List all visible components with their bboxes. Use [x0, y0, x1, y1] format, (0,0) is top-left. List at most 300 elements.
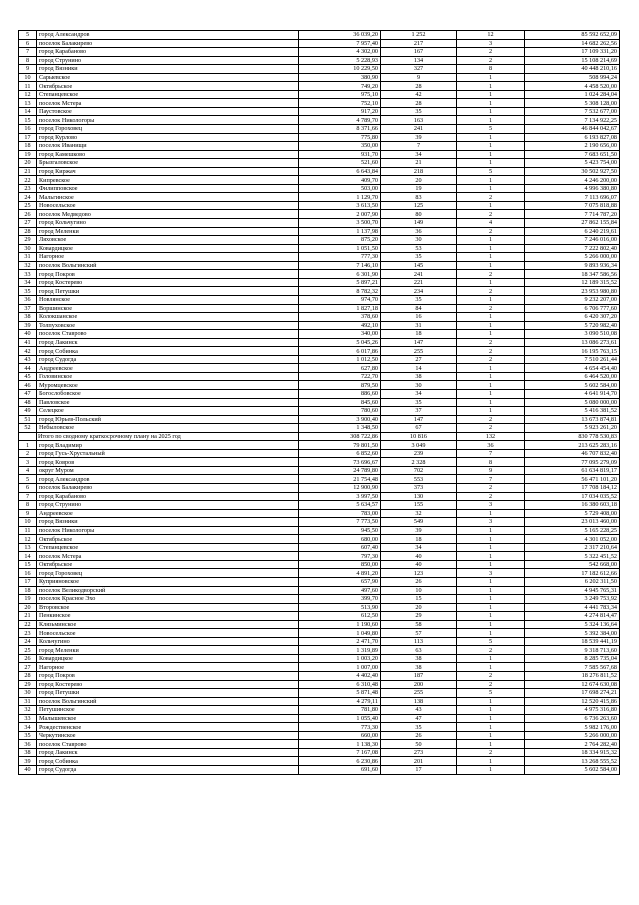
area-cell: 1 007,00: [299, 663, 381, 672]
sum-cell: 18 276 811,52: [525, 672, 620, 681]
name-cell: город Петушки: [37, 287, 299, 296]
people-cell: 35: [381, 723, 457, 732]
sum-cell: 5 602 584,00: [525, 766, 620, 775]
sum-cell: 12 189 315,52: [525, 278, 620, 287]
name-cell: город Петушки: [37, 689, 299, 698]
area-cell: 5 228,93: [299, 56, 381, 65]
people-cell: 1 252: [381, 31, 457, 40]
row-number-cell: 41: [19, 338, 37, 347]
table-row: [19, 543, 620, 552]
count-cell: 1: [457, 714, 525, 723]
sum-cell: 56 471 101,20: [525, 475, 620, 484]
count-cell: 2: [457, 483, 525, 492]
row-number-cell: 34: [19, 723, 37, 732]
name-cell: поселок Мстера: [37, 99, 299, 108]
name-cell: Мальгинское: [37, 193, 299, 202]
row-number-cell: 18: [19, 142, 37, 151]
sum-cell: 1 024 284,04: [525, 90, 620, 99]
people-cell: 145: [381, 261, 457, 270]
table-row: [19, 697, 620, 706]
sum-cell: 7 510 261,44: [525, 355, 620, 364]
people-cell: 34: [381, 150, 457, 159]
count-cell: 1: [457, 663, 525, 672]
people-cell: 7: [381, 142, 457, 151]
people-cell: 58: [381, 620, 457, 629]
table-row: [19, 261, 620, 270]
table-row: [19, 663, 620, 672]
count-cell: 1: [457, 740, 525, 749]
count-cell: 2: [457, 672, 525, 681]
table-row: [19, 338, 620, 347]
table-row: [19, 501, 620, 510]
people-cell: 34: [381, 543, 457, 552]
name-cell: Андреевское: [37, 509, 299, 518]
table-row: [19, 150, 620, 159]
area-cell: 7 773,50: [299, 518, 381, 527]
row-number-cell: 10: [19, 518, 37, 527]
row-number-cell: 20: [19, 603, 37, 612]
row-number-cell: 39: [19, 757, 37, 766]
count-cell: 1: [457, 543, 525, 552]
name-cell: Черкутинское: [37, 731, 299, 740]
people-cell: 2 328: [381, 458, 457, 467]
people-cell: 125: [381, 201, 457, 210]
name-cell: Небыловское: [37, 424, 299, 433]
count-cell: 1: [457, 372, 525, 381]
table-row: [19, 552, 620, 561]
sum-cell: 23 953 980,80: [525, 287, 620, 296]
area-cell: 497,60: [299, 586, 381, 595]
people-cell: 80: [381, 210, 457, 219]
people-cell: 149: [381, 219, 457, 228]
row-number-cell: 13: [19, 99, 37, 108]
area-cell: 1 190,60: [299, 620, 381, 629]
row-number-cell: 9: [19, 509, 37, 518]
sum-cell: 7 585 567,68: [525, 663, 620, 672]
name-cell: город Судогда: [37, 355, 299, 364]
name-cell: Ляховское: [37, 236, 299, 245]
sum-cell: 542 668,00: [525, 560, 620, 569]
count-cell: 1: [457, 133, 525, 142]
sum-cell: 9 232 207,00: [525, 295, 620, 304]
table-row: [19, 620, 620, 629]
count-cell: 1: [457, 526, 525, 535]
people-cell: 155: [381, 501, 457, 510]
area-cell: 752,10: [299, 99, 381, 108]
area-cell: 886,60: [299, 389, 381, 398]
sum-cell: 9 893 936,34: [525, 261, 620, 270]
sum-cell: 4 654 454,40: [525, 364, 620, 373]
people-cell: 130: [381, 492, 457, 501]
count-cell: 1: [457, 560, 525, 569]
table-row: [19, 278, 620, 287]
count-cell: 5: [457, 637, 525, 646]
sum-cell: 7 113 696,07: [525, 193, 620, 202]
count-cell: 1: [457, 595, 525, 604]
count-cell: 3: [457, 518, 525, 527]
row-number-cell: 34: [19, 278, 37, 287]
count-cell: 9: [457, 466, 525, 475]
sum-cell: 3 249 753,92: [525, 595, 620, 604]
count-cell: 1: [457, 620, 525, 629]
count-cell: 1: [457, 757, 525, 766]
area-cell: 875,20: [299, 236, 381, 245]
count-cell: 1: [457, 73, 525, 82]
count-cell: 2: [457, 492, 525, 501]
area-cell: 6 852,60: [299, 449, 381, 458]
count-cell: 1: [457, 253, 525, 262]
people-cell: 34: [381, 389, 457, 398]
row-number-cell: 32: [19, 706, 37, 715]
row-number-cell: 20: [19, 159, 37, 168]
table-row: [19, 672, 620, 681]
people-cell: 19: [381, 184, 457, 193]
row-number-cell: 46: [19, 381, 37, 390]
sum-cell: 17 708 184,12: [525, 483, 620, 492]
row-number-cell: 36: [19, 740, 37, 749]
table-row: [19, 603, 620, 612]
table-row: [19, 535, 620, 544]
area-cell: 1 129,70: [299, 193, 381, 202]
row-number-cell: 16: [19, 569, 37, 578]
count-cell: 1: [457, 603, 525, 612]
sum-cell: 30 502 927,50: [525, 167, 620, 176]
sum-cell: 5 165 228,25: [525, 526, 620, 535]
row-number-cell: 40: [19, 330, 37, 339]
area-cell: 879,50: [299, 381, 381, 390]
people-cell: 38: [381, 663, 457, 672]
row-number-cell: 17: [19, 578, 37, 587]
name-cell: поселок Балакирево: [37, 483, 299, 492]
table-row: [19, 637, 620, 646]
area-cell: 308 722,86: [299, 432, 381, 441]
count-cell: 7: [457, 449, 525, 458]
area-cell: 73 696,67: [299, 458, 381, 467]
area-cell: 7 167,08: [299, 748, 381, 757]
table-row: [19, 766, 620, 775]
area-cell: 780,60: [299, 407, 381, 416]
people-cell: 84: [381, 304, 457, 313]
name-cell: Селецкое: [37, 407, 299, 416]
count-cell: 7: [457, 475, 525, 484]
count-cell: 1: [457, 509, 525, 518]
area-cell: 1 003,20: [299, 654, 381, 663]
count-cell: 2: [457, 48, 525, 57]
area-cell: 680,00: [299, 535, 381, 544]
name-cell: Муромцевское: [37, 381, 299, 390]
sum-cell: 4 301 052,00: [525, 535, 620, 544]
sum-cell: 8 285 735,04: [525, 654, 620, 663]
area-cell: 1 348,50: [299, 424, 381, 433]
row-number-cell: 17: [19, 133, 37, 142]
sum-cell: 5 416 381,52: [525, 407, 620, 416]
count-cell: 1: [457, 706, 525, 715]
sum-cell: 3 090 510,08: [525, 330, 620, 339]
table-row: [19, 295, 620, 304]
row-number-cell: 33: [19, 270, 37, 279]
area-cell: 1 012,50: [299, 355, 381, 364]
document-page: [18, 30, 619, 775]
row-number-cell: 30: [19, 244, 37, 253]
area-cell: 917,20: [299, 107, 381, 116]
people-cell: 38: [381, 372, 457, 381]
row-number-cell: 28: [19, 227, 37, 236]
name-cell: поселок Медведово: [37, 210, 299, 219]
count-cell: 1: [457, 261, 525, 270]
area-cell: 781,80: [299, 706, 381, 715]
name-cell: Пенкинское: [37, 612, 299, 621]
people-cell: 201: [381, 757, 457, 766]
count-cell: 2: [457, 680, 525, 689]
people-cell: 39: [381, 133, 457, 142]
name-cell: город Меленки: [37, 646, 299, 655]
people-cell: 47: [381, 714, 457, 723]
people-cell: 35: [381, 398, 457, 407]
row-number-cell: 26: [19, 210, 37, 219]
table-row: [19, 116, 620, 125]
name-cell: Новосельское: [37, 629, 299, 638]
table-row: [19, 757, 620, 766]
count-cell: 1: [457, 654, 525, 663]
table-row: [19, 389, 620, 398]
sum-cell: 13 268 555,52: [525, 757, 620, 766]
count-cell: 2: [457, 338, 525, 347]
area-cell: 399,70: [299, 595, 381, 604]
people-cell: 36: [381, 227, 457, 236]
sum-cell: 4 975 316,80: [525, 706, 620, 715]
table-row: [19, 364, 620, 373]
sum-cell: 18 539 441,19: [525, 637, 620, 646]
name-cell: город Владимир: [37, 441, 299, 450]
row-number-cell: 38: [19, 313, 37, 322]
people-cell: 241: [381, 125, 457, 134]
sum-cell: 213 625 283,16: [525, 441, 620, 450]
row-number-cell: 8: [19, 56, 37, 65]
count-cell: 36: [457, 441, 525, 450]
row-number-cell: 27: [19, 663, 37, 672]
count-cell: 1: [457, 116, 525, 125]
table-row: [19, 142, 620, 151]
area-cell: 378,60: [299, 313, 381, 322]
sum-cell: 5 080 000,00: [525, 398, 620, 407]
name-cell: поселок Мстера: [37, 552, 299, 561]
table-row: [19, 219, 620, 228]
row-number-cell: 12: [19, 90, 37, 99]
table-row: [19, 475, 620, 484]
table-row: [19, 398, 620, 407]
people-cell: 221: [381, 278, 457, 287]
sum-cell: 7 134 922,25: [525, 116, 620, 125]
table-row: [19, 569, 620, 578]
row-number-cell: 14: [19, 107, 37, 116]
people-cell: 134: [381, 56, 457, 65]
people-cell: 18: [381, 330, 457, 339]
name-cell: город Александров: [37, 475, 299, 484]
people-cell: 38: [381, 654, 457, 663]
table-row: [19, 56, 620, 65]
sum-cell: 18 347 586,56: [525, 270, 620, 279]
row-number-cell: 35: [19, 731, 37, 740]
name-cell: Рождественское: [37, 723, 299, 732]
row-number-cell: 21: [19, 167, 37, 176]
name-cell: город Кольчугино: [37, 219, 299, 228]
people-cell: 373: [381, 483, 457, 492]
area-cell: 4 302,00: [299, 48, 381, 57]
table-row: [19, 526, 620, 535]
table-row: [19, 90, 620, 99]
table-row: [19, 313, 620, 322]
name-cell: город Собинка: [37, 347, 299, 356]
name-cell: Ковардицкое: [37, 654, 299, 663]
sum-cell: 5 729 408,00: [525, 509, 620, 518]
count-cell: 5: [457, 689, 525, 698]
people-cell: 26: [381, 578, 457, 587]
name-cell: Богослобовское: [37, 389, 299, 398]
row-number-cell: 19: [19, 595, 37, 604]
area-cell: 6 230,86: [299, 757, 381, 766]
people-cell: 187: [381, 672, 457, 681]
area-cell: 627,80: [299, 364, 381, 373]
people-cell: 16: [381, 313, 457, 322]
name-cell: поселок Никологоры: [37, 116, 299, 125]
people-cell: 217: [381, 39, 457, 48]
name-cell: город Александров: [37, 31, 299, 40]
area-cell: 749,20: [299, 82, 381, 91]
people-cell: 239: [381, 449, 457, 458]
name-cell: город Гороховец: [37, 569, 299, 578]
table-row: [19, 31, 620, 40]
count-cell: 2: [457, 210, 525, 219]
name-cell: поселок Балакирево: [37, 39, 299, 48]
name-cell: город Собинка: [37, 757, 299, 766]
table-row: [19, 65, 620, 74]
people-cell: 113: [381, 637, 457, 646]
row-number-cell: 25: [19, 201, 37, 210]
count-cell: 1: [457, 278, 525, 287]
table-row: [19, 82, 620, 91]
table-row: [19, 227, 620, 236]
sum-cell: 23 013 460,00: [525, 518, 620, 527]
count-cell: 1: [457, 407, 525, 416]
people-cell: 273: [381, 748, 457, 757]
row-number-cell: 4: [19, 466, 37, 475]
name-cell: город Костерево: [37, 278, 299, 287]
name-cell: город Гороховец: [37, 125, 299, 134]
people-cell: 67: [381, 424, 457, 433]
area-cell: 350,00: [299, 142, 381, 151]
count-cell: 3: [457, 501, 525, 510]
table-row: [19, 714, 620, 723]
area-cell: 4 279,11: [299, 697, 381, 706]
people-cell: 163: [381, 116, 457, 125]
table-row: [19, 706, 620, 715]
sum-cell: 5 266 000,00: [525, 253, 620, 262]
name-cell: поселок Вольгинский: [37, 697, 299, 706]
table-row: [19, 176, 620, 185]
row-number-cell: 7: [19, 492, 37, 501]
table-row: [19, 466, 620, 475]
count-cell: 1: [457, 99, 525, 108]
count-cell: 2: [457, 227, 525, 236]
name-cell: город Покров: [37, 270, 299, 279]
sum-cell: 85 592 652,09: [525, 31, 620, 40]
table-row: [19, 560, 620, 569]
name-cell: Октябрьское: [37, 82, 299, 91]
area-cell: 21 754,48: [299, 475, 381, 484]
people-cell: 17: [381, 766, 457, 775]
sum-cell: 6 193 827,08: [525, 133, 620, 142]
count-cell: 1: [457, 321, 525, 330]
count-cell: 2: [457, 424, 525, 433]
count-cell: 1: [457, 612, 525, 621]
count-cell: 3: [457, 39, 525, 48]
sum-cell: 7 246 016,00: [525, 236, 620, 245]
name-cell: Петушинское: [37, 706, 299, 715]
count-cell: 1: [457, 389, 525, 398]
row-number-cell: 45: [19, 372, 37, 381]
name-cell: город Струнино: [37, 56, 299, 65]
sum-cell: 7 714 787,20: [525, 210, 620, 219]
name-cell: Сарыевское: [37, 73, 299, 82]
count-cell: 1: [457, 313, 525, 322]
area-cell: 612,50: [299, 612, 381, 621]
name-cell: город Судогда: [37, 766, 299, 775]
count-cell: 1: [457, 723, 525, 732]
count-cell: 1: [457, 201, 525, 210]
area-cell: 1 827,18: [299, 304, 381, 313]
row-number-cell: 6: [19, 39, 37, 48]
area-cell: 974,70: [299, 295, 381, 304]
area-cell: 1 319,89: [299, 646, 381, 655]
sum-cell: 7 683 651,50: [525, 150, 620, 159]
name-cell: город Ковров: [37, 458, 299, 467]
sum-cell: 18 334 915,32: [525, 748, 620, 757]
count-cell: 5: [457, 167, 525, 176]
people-cell: 147: [381, 415, 457, 424]
row-number-cell: 8: [19, 501, 37, 510]
row-number-cell: 31: [19, 253, 37, 262]
sum-cell: 5 720 982,40: [525, 321, 620, 330]
name-cell: Октябрьское: [37, 560, 299, 569]
area-cell: 12 900,90: [299, 483, 381, 492]
name-cell: Паустовское: [37, 107, 299, 116]
people-cell: 31: [381, 321, 457, 330]
name-cell: Итого по сводному краткосрочному плану на 2025 год: [37, 432, 299, 441]
row-number-cell: 43: [19, 355, 37, 364]
row-number-cell: 16: [19, 125, 37, 134]
people-cell: 255: [381, 347, 457, 356]
sum-cell: 46 707 832,40: [525, 449, 620, 458]
sum-cell: 2 317 210,64: [525, 543, 620, 552]
people-cell: 218: [381, 167, 457, 176]
people-cell: 63: [381, 646, 457, 655]
sum-cell: 508 994,24: [525, 73, 620, 82]
people-cell: 50: [381, 740, 457, 749]
people-cell: 549: [381, 518, 457, 527]
row-number-cell: 35: [19, 287, 37, 296]
sum-cell: 5 322 451,52: [525, 552, 620, 561]
area-cell: 4 891,20: [299, 569, 381, 578]
area-cell: 3 997,50: [299, 492, 381, 501]
name-cell: поселок Никологоры: [37, 526, 299, 535]
area-cell: 10 229,50: [299, 65, 381, 74]
row-number-cell: 40: [19, 766, 37, 775]
row-number-cell: 51: [19, 415, 37, 424]
sum-cell: 4 246 200,00: [525, 176, 620, 185]
sum-cell: 5 266 000,00: [525, 731, 620, 740]
count-cell: 2: [457, 355, 525, 364]
count-cell: 1: [457, 398, 525, 407]
